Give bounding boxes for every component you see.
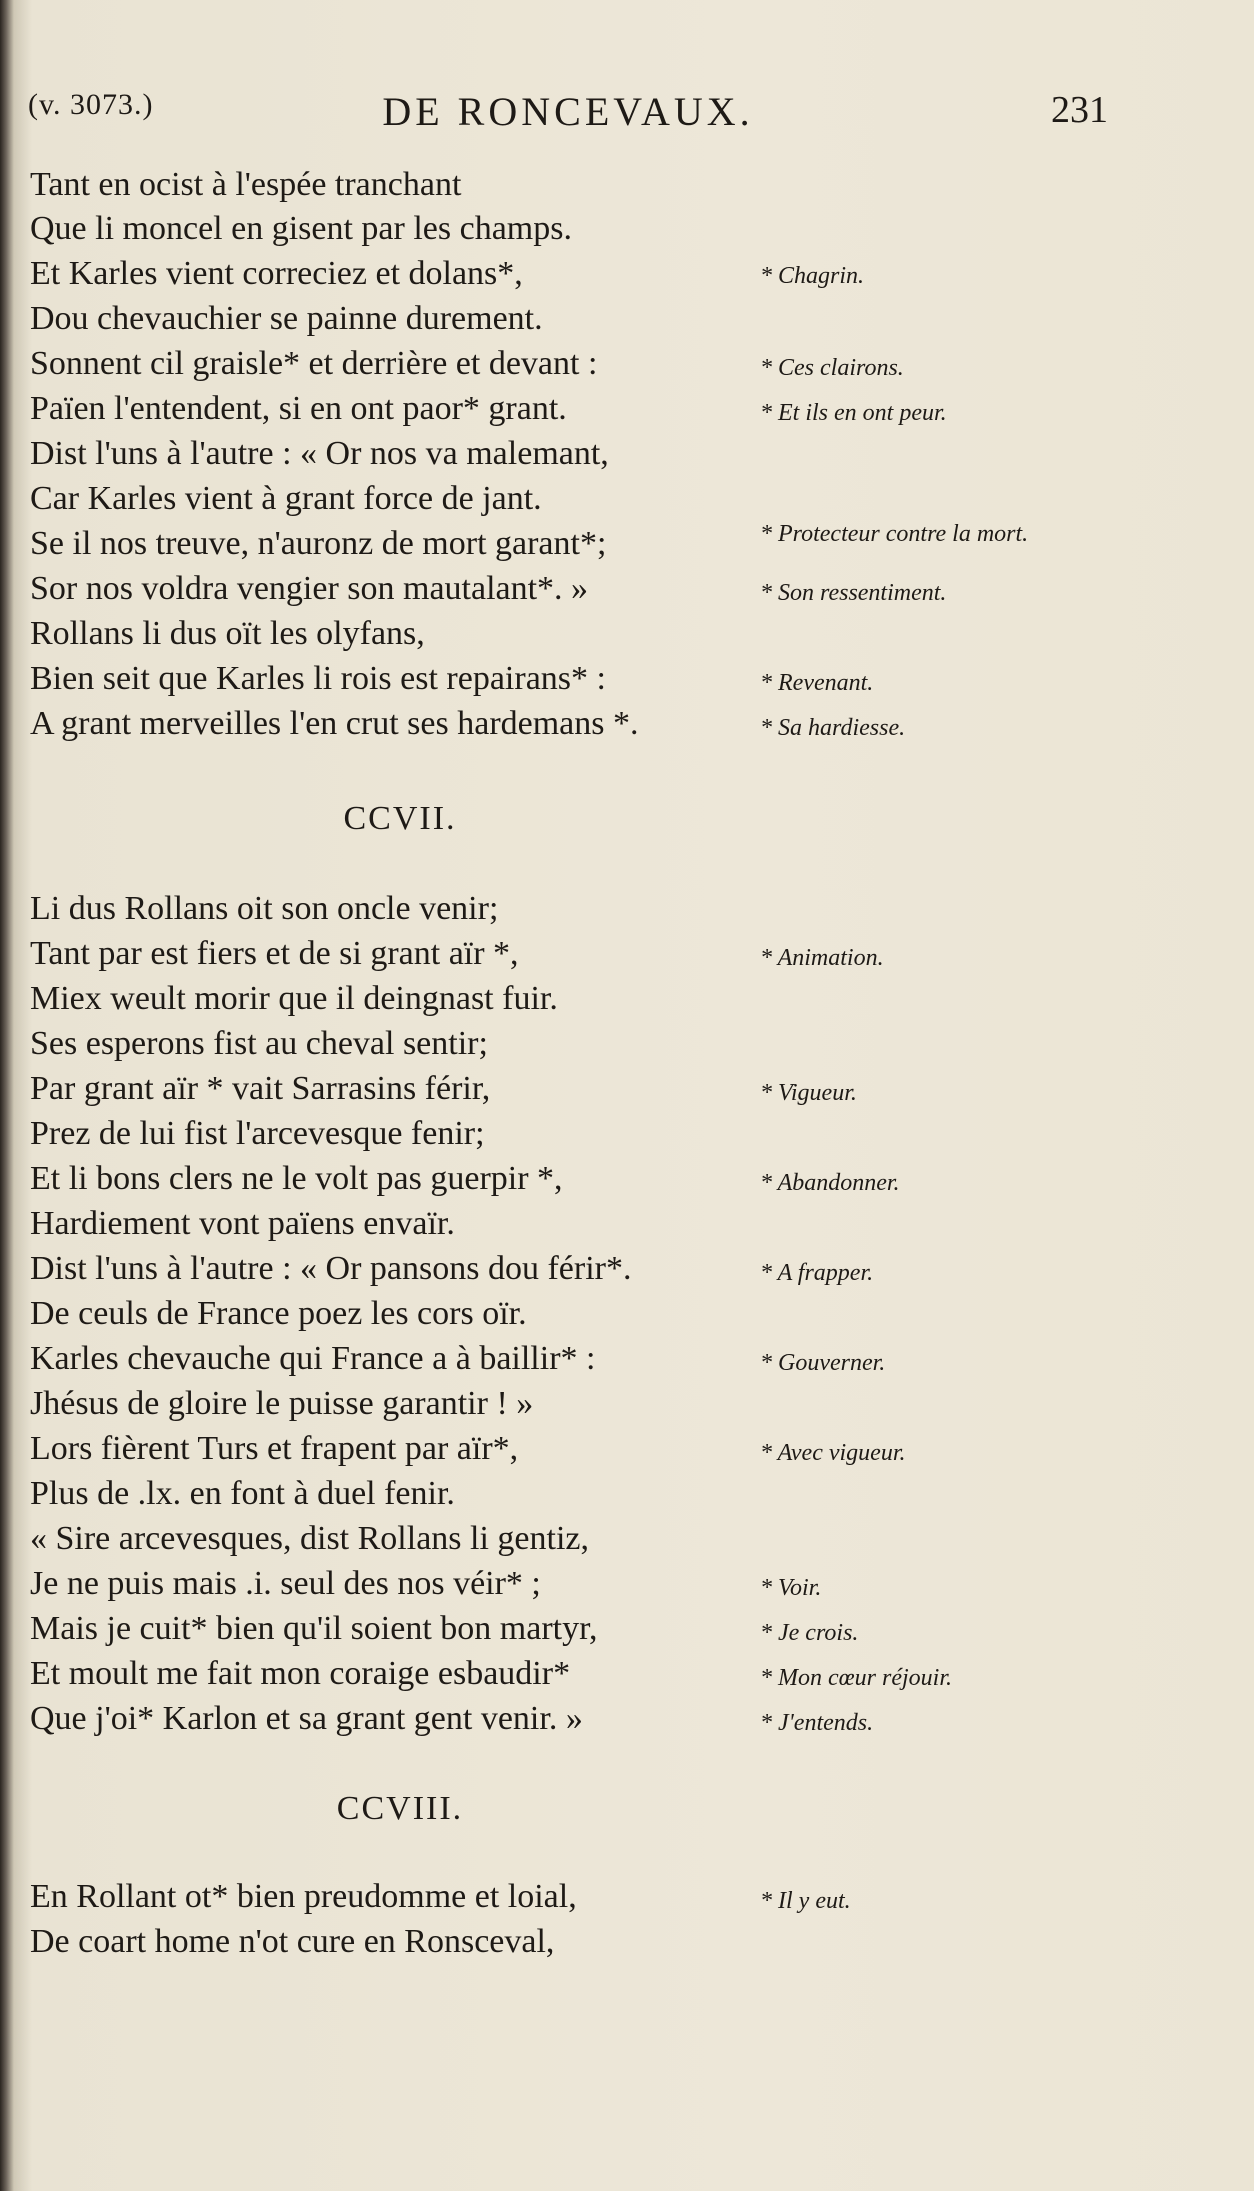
verse-line: Prez de lui fist l'arcevesque fenir; <box>30 1115 485 1152</box>
gloss-note: * Voir. <box>760 1575 822 1601</box>
verse-line: Que j'oi* Karlon et sa grant gent venir. » <box>30 1700 583 1737</box>
gloss-note: * Son ressentiment. <box>760 580 947 606</box>
verse-line: Car Karles vient à grant force de jant. <box>30 480 542 517</box>
verse-line: Que li moncel en gisent par les champs. <box>30 210 572 247</box>
gloss-note: * Je crois. <box>760 1620 859 1646</box>
verse-line: Plus de .lx. en font à duel fenir. <box>30 1475 455 1512</box>
verse-line: Et moult me fait mon coraige esbaudir* <box>30 1655 571 1692</box>
verse-line: A grant merveilles l'en crut ses hardemans *. <box>30 705 639 742</box>
gloss-note: * Protecteur contre la mort. <box>760 521 1029 547</box>
verse-line: Par grant aïr * vait Sarrasins férir, <box>30 1070 491 1107</box>
verse-line: Hardiement vont païens envaïr. <box>30 1205 455 1242</box>
gloss-note: * Revenant. <box>760 670 874 696</box>
verse-line: Et Karles vient correciez et dolans*, <box>30 255 523 292</box>
verse-line: Mais je cuit* bien qu'il soient bon martyr, <box>30 1610 598 1647</box>
verse-line: Miex weult morir que il deingnast fuir. <box>30 980 558 1017</box>
running-header <box>28 88 1108 138</box>
verse-line: Dist l'uns à l'autre : « Or nos va malemant, <box>30 435 609 472</box>
gloss-note: * Sa hardiesse. <box>760 715 906 741</box>
verse-line: Se il nos treuve, n'auronz de mort garant*; <box>30 525 607 562</box>
verse-line: Tant par est fiers et de si grant aïr *, <box>30 935 519 972</box>
gloss-note: * Abandonner. <box>760 1170 900 1196</box>
verse-line: Je ne puis mais .i. seul des nos véir* ; <box>30 1565 541 1602</box>
verse-line: Sonnent cil graisle* et derrière et devant : <box>30 345 598 382</box>
verse-line: Jhésus de gloire le puisse garantir ! » <box>30 1385 534 1422</box>
verse-line: Sor nos voldra vengier son mautalant*. » <box>30 570 589 607</box>
verse-line: « Sire arcevesques, dist Rollans li gentiz, <box>30 1520 589 1557</box>
gloss-note: * A frapper. <box>760 1260 874 1286</box>
gloss-note: * Mon cœur réjouir. <box>760 1665 952 1691</box>
gloss-note: * Gouverner. <box>760 1350 886 1376</box>
verse-line: Dist l'uns à l'autre : « Or pansons dou férir*. <box>30 1250 632 1287</box>
verse-line: Et li bons clers ne le volt pas guerpir *, <box>30 1160 563 1197</box>
gloss-note: * Chagrin. <box>760 263 865 289</box>
gloss-note: * Avec vigueur. <box>760 1440 906 1466</box>
page-number: 231 <box>1051 89 1108 131</box>
page-title: DE RONCEVAUX. <box>382 89 754 134</box>
verse-line: Li dus Rollans oit son oncle venir; <box>30 890 499 927</box>
gloss-note: * Ces clairons. <box>760 355 904 381</box>
verse-line: De ceuls de France poez les cors oïr. <box>30 1295 527 1332</box>
gloss-note: * J'entends. <box>760 1710 874 1736</box>
gloss-note: * Animation. <box>760 945 884 971</box>
verse-line: Dou chevauchier se painne durement. <box>30 300 543 337</box>
section-heading: CCVII. <box>343 800 457 837</box>
gloss-note: * Il y eut. <box>760 1888 851 1914</box>
gloss-note: * Vigueur. <box>760 1080 857 1106</box>
verse-line: Tant en ocist à l'espée tranchant <box>30 166 462 203</box>
gloss-note: * Et ils en ont peur. <box>760 400 947 426</box>
verse-line: Bien seit que Karles li rois est repairans* : <box>30 660 606 697</box>
verse-line: Rollans li dus oït les olyfans, <box>30 615 425 652</box>
verse-line: Karles chevauche qui France a à baillir* : <box>30 1340 596 1377</box>
verse-line: En Rollant ot* bien preudomme et loial, <box>30 1878 577 1915</box>
verse-line: Païen l'entendent, si en ont paor* grant. <box>30 390 567 427</box>
section-heading: CCVIII. <box>336 1790 464 1827</box>
verse-line: Lors fièrent Turs et frapent par aïr*, <box>30 1430 519 1467</box>
verse-line: Ses esperons fist au cheval sentir; <box>30 1025 488 1062</box>
verse-line: De coart home n'ot cure en Ronsceval, <box>30 1923 555 1960</box>
verse-reference: (v. 3073.) <box>28 88 154 121</box>
